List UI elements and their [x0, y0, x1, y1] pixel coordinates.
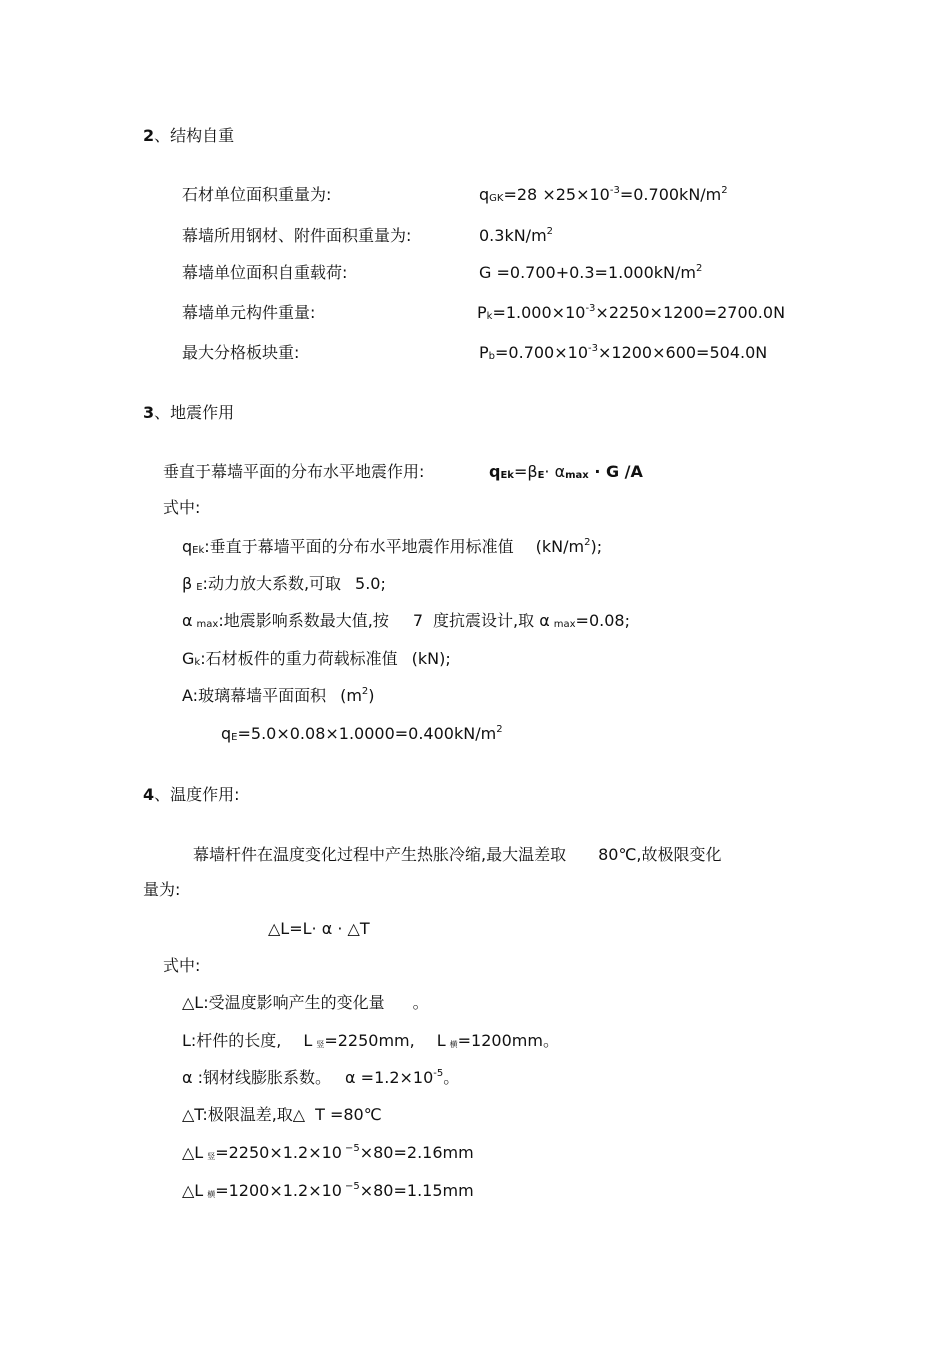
section-number: 4 — [143, 785, 155, 804]
formula-part: ×1200×600=504.0N — [597, 343, 768, 362]
value-superscript: −5 — [344, 1143, 360, 1154]
paragraph-text: 80℃,故极限变化 — [598, 845, 722, 864]
formula-part: · G /A — [588, 462, 643, 481]
symbol-subscript: 竖 — [316, 1040, 325, 1049]
formula-subscript: Ek — [500, 470, 514, 481]
definition-text: :地震影响系数最大值,按 — [218, 611, 389, 630]
row-formula — [479, 343, 767, 367]
value: =1200×1.2×10 — [215, 1181, 342, 1200]
unit: (m — [340, 686, 362, 705]
value: 5.0; — [355, 574, 386, 593]
formula-part: q — [489, 462, 501, 481]
formula-part: P — [479, 343, 489, 362]
formula-part: =0.700×10 — [495, 343, 588, 362]
value-superscript: -5 — [433, 1068, 444, 1079]
definition-text: :垂直于幕墙平面的分布水平地震作用标准值 — [204, 537, 514, 556]
symbol: α — [182, 611, 193, 630]
formula-subscript: k — [486, 311, 493, 322]
section-2-heading — [143, 126, 234, 146]
row-label: 幕墙单元构件重量: — [182, 303, 316, 322]
formula-part: G =0.700+0.3=1.000kN/m — [479, 263, 696, 282]
value: T =80℃ — [315, 1105, 382, 1124]
symbol-subscript: 横 — [207, 1190, 216, 1199]
symbol-subscript: Ek — [192, 545, 205, 556]
symbol-subscript: max — [553, 619, 576, 630]
formula-part: · α — [544, 462, 566, 481]
row-label: 幕墙单位面积自重载荷: — [182, 263, 348, 282]
calc-line — [182, 1181, 474, 1205]
formula-part: P — [477, 303, 487, 322]
symbol-subscript: max — [196, 619, 219, 630]
section-number: 2 — [143, 126, 155, 145]
symbol: △L — [182, 1181, 204, 1200]
symbol: L — [303, 1031, 313, 1050]
formula-part: =β — [513, 462, 538, 481]
where-label: 式中: — [163, 956, 201, 975]
value: ×80=1.15mm — [359, 1181, 474, 1200]
symbol: △L — [182, 1143, 204, 1162]
seismic-result — [221, 724, 503, 748]
definition-text: △T:极限温差,取△ — [182, 1105, 306, 1124]
unit: ); — [590, 537, 603, 556]
section-title: 、结构自重 — [154, 126, 235, 145]
definition-item — [182, 1105, 382, 1125]
definition-text: 度抗震设计,取 α — [433, 611, 550, 630]
symbol-subscript: E — [231, 732, 238, 743]
formula-part: 0.3kN/m — [479, 226, 547, 245]
unit: (kN); — [411, 649, 451, 668]
definition-item — [182, 993, 429, 1013]
formula-superscript: -3 — [585, 303, 596, 314]
symbol: A — [182, 686, 193, 705]
section-title: 、温度作用: — [154, 785, 240, 804]
definition-item — [182, 611, 630, 635]
symbol: G — [182, 649, 195, 668]
result-value: =5.0×0.08×1.0000=0.400kN/m — [237, 724, 497, 743]
symbol: L — [436, 1031, 446, 1050]
formula-subscript: GK — [489, 193, 504, 204]
row-label: 幕墙所用钢材、附件面积重量为: — [182, 226, 412, 245]
definition-text: L:杆件的长度, — [182, 1031, 282, 1050]
formula-part: q — [479, 185, 490, 204]
formula-part: =1.000×10 — [492, 303, 586, 322]
symbol-subscript: 竖 — [207, 1152, 216, 1161]
symbol: q — [182, 537, 193, 556]
formula-superscript: 2 — [546, 226, 554, 237]
formula-superscript: -3 — [609, 185, 620, 196]
formula-subscript: max — [565, 470, 589, 481]
paragraph-line: 量为: — [143, 880, 181, 899]
formula-superscript: -3 — [588, 343, 598, 354]
definition-item — [182, 1031, 559, 1055]
definition-text: :动力放大系数,可取 — [202, 574, 342, 593]
symbol-subscript: k — [194, 657, 201, 668]
formula-superscript: 2 — [721, 185, 728, 196]
formula-subscript: b — [488, 351, 496, 362]
paragraph-line — [193, 845, 722, 865]
section-3-heading — [143, 403, 234, 423]
where-label: 式中: — [163, 498, 201, 517]
unit-superscript: 2 — [496, 724, 503, 735]
unit-superscript: 2 — [361, 686, 369, 697]
section-title: 、地震作用 — [154, 403, 235, 422]
formula-part: ×2250×1200=2700.0N — [595, 303, 786, 322]
value: =2250×1.2×10 — [215, 1143, 342, 1162]
value-superscript: −5 — [344, 1181, 360, 1192]
row-label: 石材单位面积重量为: — [182, 185, 332, 204]
seismic-intro: 垂直于幕墙平面的分布水平地震作用: — [163, 462, 425, 481]
definition-text: :玻璃幕墙平面面积 — [192, 686, 327, 705]
row-label: 最大分格板块重: — [182, 343, 300, 362]
paragraph-text: 幕墙杆件在温度变化过程中产生热胀冷缩,最大温差取 — [193, 845, 567, 864]
formula-part: =28 ×25×10 — [503, 185, 610, 204]
value: α =1.2×10 — [345, 1068, 434, 1087]
definition-text: :石材板件的重力荷载标准值 — [200, 649, 398, 668]
definition-text: 。 — [412, 993, 429, 1012]
symbol-subscript: 横 — [449, 1040, 458, 1049]
formula-subscript: E — [537, 470, 545, 481]
definition-item — [182, 537, 602, 561]
value: 7 — [412, 611, 424, 630]
section-number: 3 — [143, 403, 155, 422]
unit: ) — [368, 686, 375, 705]
value: =0.08; — [575, 611, 630, 630]
row-formula — [479, 263, 702, 283]
thermal-formula: △L=L· α · △T — [268, 919, 370, 938]
calc-line — [182, 1143, 474, 1167]
row-formula — [477, 303, 785, 327]
row-formula — [479, 185, 728, 209]
definition-item — [182, 1068, 459, 1088]
formula-part: =0.700kN/m — [619, 185, 722, 204]
section-4-heading — [143, 785, 240, 805]
seismic-formula — [489, 462, 643, 486]
definition-text: △L:受温度影响产生的变化量 — [182, 993, 385, 1012]
unit: (kN/m — [535, 537, 585, 556]
formula-superscript: 2 — [695, 263, 703, 274]
value: =2250mm, — [324, 1031, 415, 1050]
symbol-subscript: E — [196, 582, 203, 593]
row-formula — [479, 226, 553, 246]
definition-item — [182, 649, 451, 673]
definition-text: 。 — [443, 1068, 460, 1087]
symbol: q — [221, 724, 232, 743]
definition-item — [182, 686, 375, 706]
definition-item — [182, 574, 386, 598]
value: ×80=2.16mm — [359, 1143, 474, 1162]
symbol: β — [182, 574, 193, 593]
definition-text: α :钢材线膨胀系数。 — [182, 1068, 332, 1087]
value: =1200mm。 — [457, 1031, 559, 1050]
unit-superscript: 2 — [584, 537, 591, 548]
